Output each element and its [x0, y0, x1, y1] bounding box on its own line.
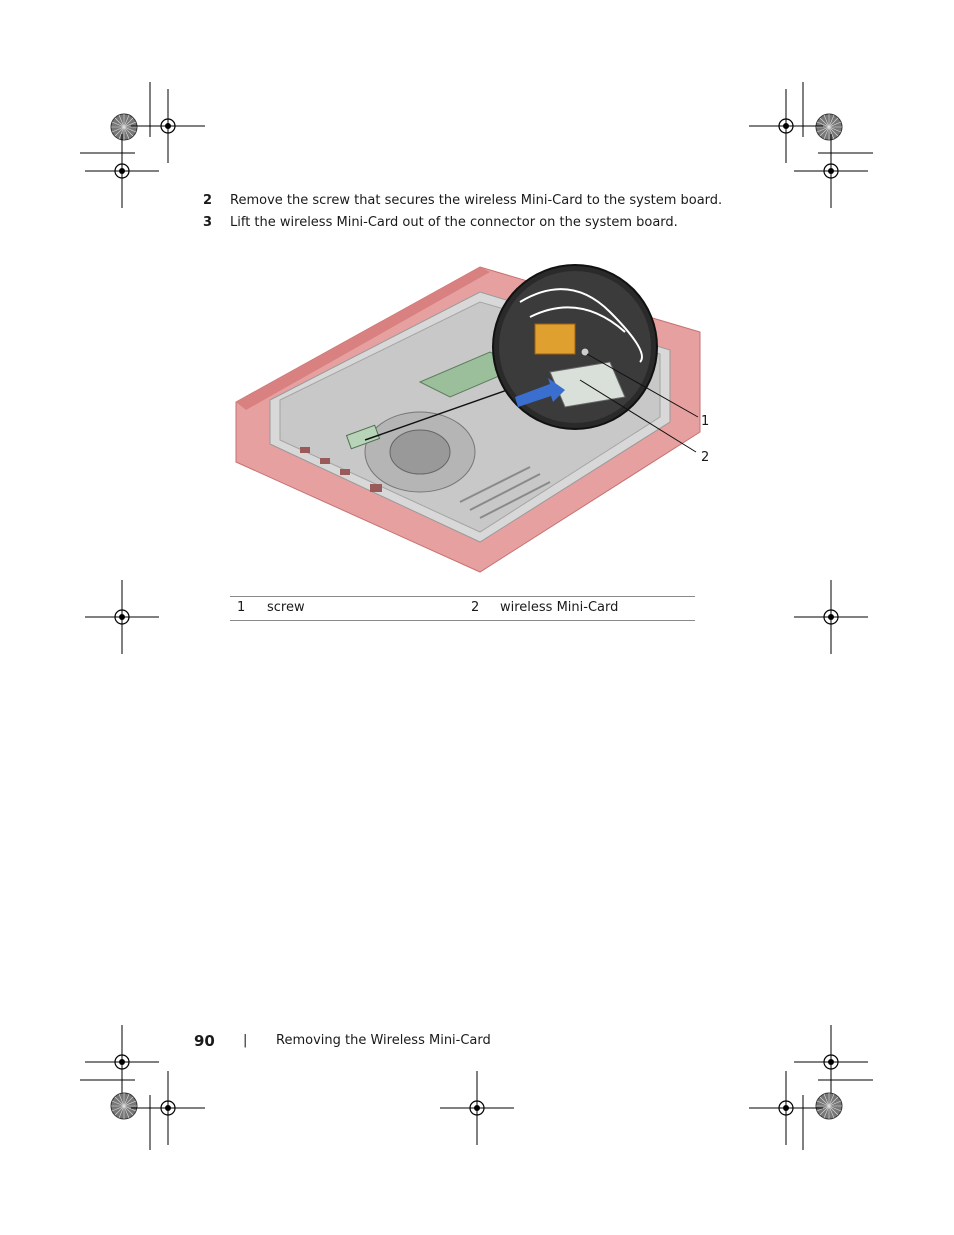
laptop-illustration	[230, 262, 710, 577]
page-number: 90	[194, 1032, 215, 1050]
step-number: 3	[203, 215, 213, 230]
table-rule-top	[230, 596, 695, 597]
callout-label: 2	[701, 450, 710, 465]
section-title: Removing the Wireless Mini-Card	[276, 1033, 491, 1048]
legend-number: 1	[237, 600, 246, 615]
callout-label: 1	[701, 414, 710, 429]
legend-label: wireless Mini-Card	[500, 600, 619, 615]
footer-separator: |	[243, 1033, 248, 1048]
legend-label: screw	[267, 600, 305, 615]
table-rule-bottom	[230, 620, 695, 621]
step-text: Remove the screw that secures the wireless Mini-Card to the system board.	[230, 193, 723, 208]
legend-number: 2	[471, 600, 480, 615]
step-number: 2	[203, 193, 213, 208]
step-text: Lift the wireless Mini-Card out of the connector on the system board.	[230, 215, 678, 230]
